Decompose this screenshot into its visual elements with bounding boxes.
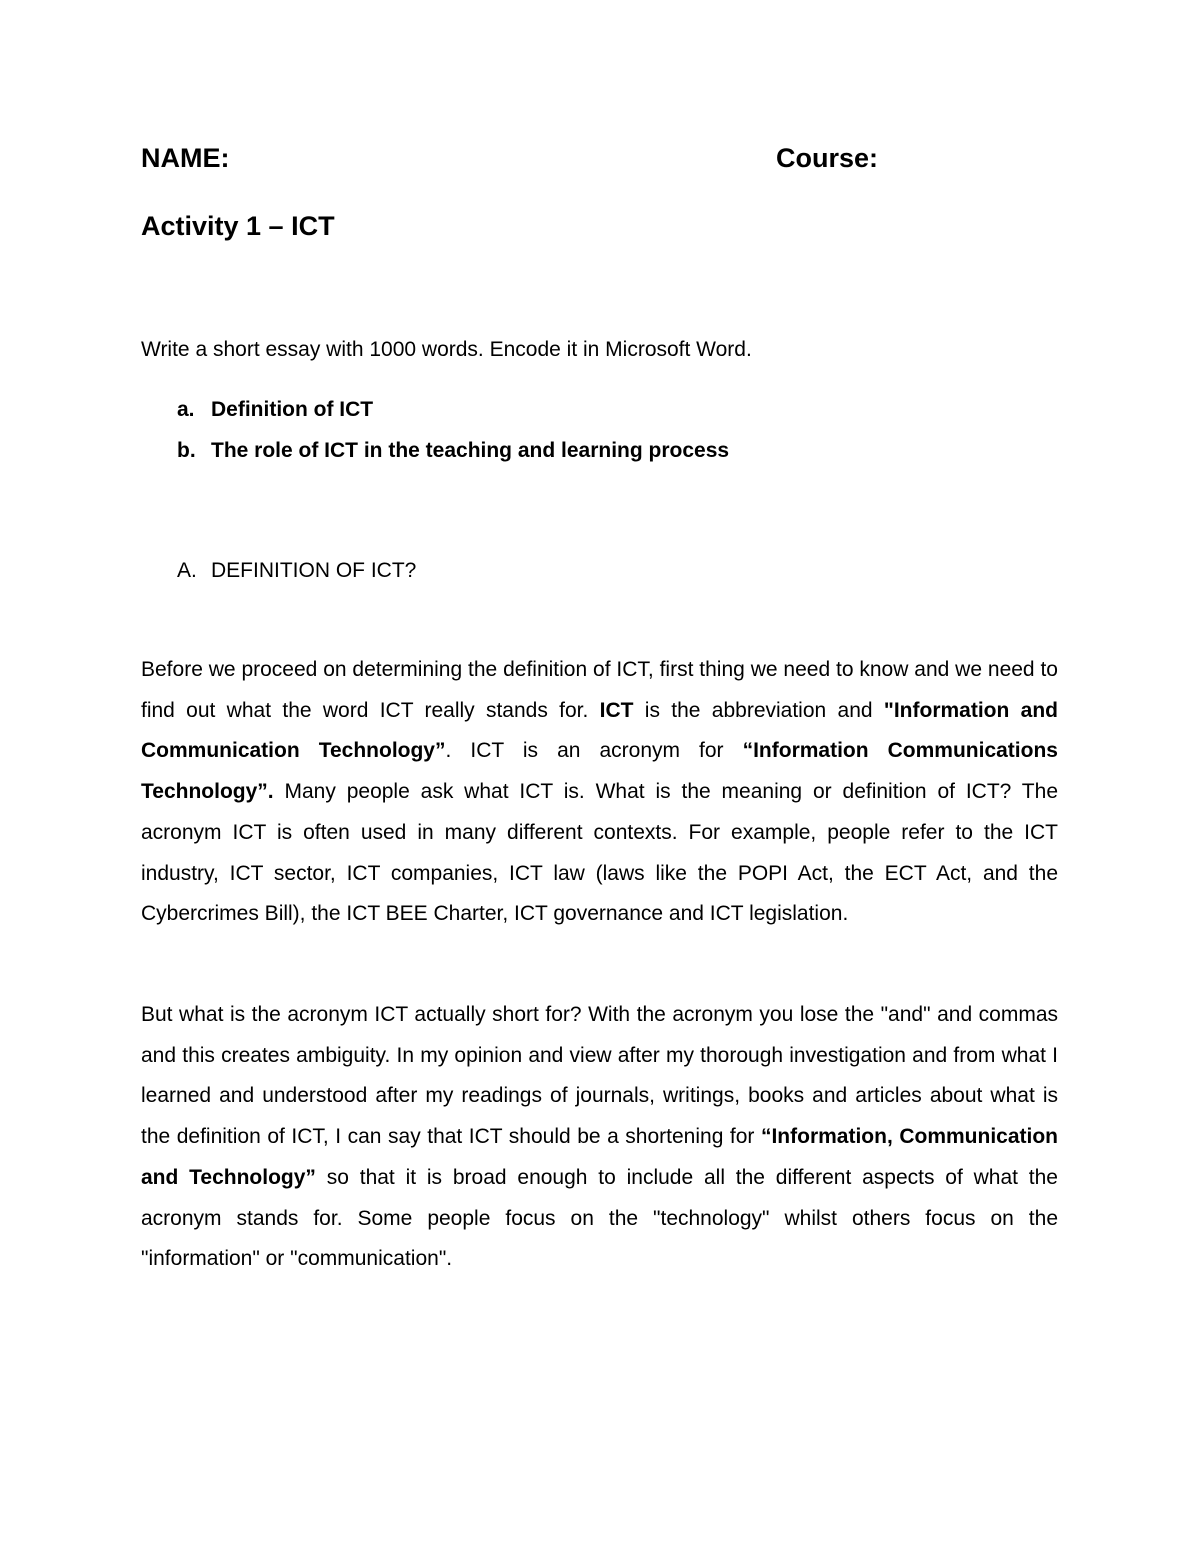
paragraph1-text-4: Many people ask what ICT is. What is the meaning or definition of ICT? The acronym ICT is often used in many different contexts. For example, people refer to the ICT industry, ICT sector, ICT companies, ICT law (laws like the POPI Act, the ECT Act, and the Cybercrimes Bill), the ICT BEE Charter, ICT governance and ICT legislation. <box>141 780 1058 926</box>
paragraph2-text-2: so that it is broad enough to include all the different aspects of what the acronym stands for. Some people focus on the "technology" whilst others focus on the "information" or "communication". <box>141 1165 1058 1271</box>
paragraph1-bold-3: “Information Communications Technology”. <box>141 739 1058 804</box>
paragraph-definition <box>141 650 1058 935</box>
paragraph-acronym <box>141 995 1058 1280</box>
section-a-marker: A. <box>177 559 197 582</box>
name-label: NAME: <box>141 143 230 173</box>
topic-item-b <box>177 438 729 464</box>
paragraph2-bold-1: “Information, Communication and Technology” <box>141 1125 1058 1189</box>
topic-text-a: Definition of ICT <box>211 398 374 421</box>
course-label: Course: <box>776 143 879 173</box>
paragraph2-text-1: But what is the acronym ICT actually short for? With the acronym you lose the "and" and commas and this creates ambiguity. In my opinion and view after my thorough investigation and from what I learned and understood after my readings of journals, writings, books and articles about what is the definition of ICT, I can say that ICT should be a shortening for <box>141 1003 1058 1149</box>
topic-marker-b: b. <box>177 439 196 462</box>
paragraph1-bold-2: "Information and Communication Technology” <box>141 698 1058 763</box>
paragraph1-text-1: Before we proceed on determining the definition of ICT, first thing we need to know and we need to find out what the word ICT really stands for. <box>141 658 1058 722</box>
activity-title: Activity 1 – ICT <box>141 211 335 241</box>
topic-marker-a: a. <box>177 398 195 421</box>
paragraph1-text-3: . ICT is an acronym for <box>445 739 743 763</box>
paragraph1-text-2: is the abbreviation and <box>633 698 884 722</box>
section-a-heading <box>177 558 416 584</box>
instruction-text: Write a short essay with 1000 words. Encode it in Microsoft Word. <box>141 338 752 361</box>
topic-text-b: The role of ICT in the teaching and learning process <box>211 439 730 462</box>
topic-item-a <box>177 397 373 423</box>
paragraph1-bold-1: ICT <box>599 698 634 722</box>
section-a-title: DEFINITION OF ICT? <box>211 559 417 582</box>
